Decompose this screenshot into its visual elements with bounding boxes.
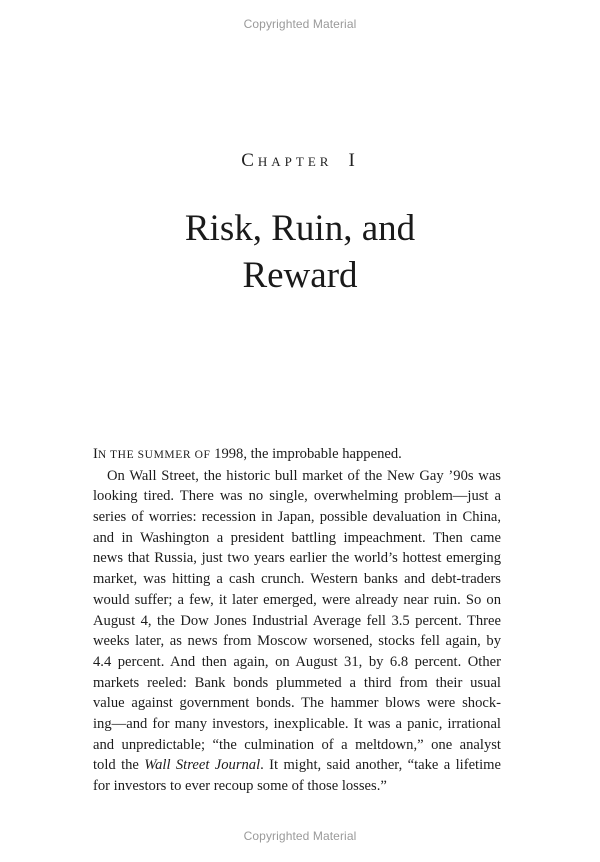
- opening-rest: 1998, the improbable happened.: [210, 446, 402, 462]
- chapter-number: I: [348, 150, 359, 171]
- opening-line: [93, 444, 501, 466]
- chapter-title-line-2: Reward: [242, 255, 358, 296]
- body-line: looking tired. There was no single, overwhelming problem—just a: [93, 488, 501, 505]
- body-line: markets reeled: Bank bonds plummeted a third from their usual: [93, 674, 501, 691]
- wsj-prefix: told the: [93, 757, 145, 774]
- wsj-title: Wall Street Journal: [144, 757, 261, 774]
- body-line: series of worries: recession in Japan, possible devaluation in China,: [93, 509, 501, 526]
- chapter-label-word: HAPTER: [257, 154, 333, 169]
- chapter-body-text: [93, 444, 501, 797]
- body-line: August 4, the Dow Jones Industrial Average fell 3.5 percent. Three: [93, 612, 501, 629]
- chapter-label: [0, 150, 600, 172]
- body-line: ing—and for many investors, inexplicable. It was a panic, irrational: [93, 715, 501, 732]
- body-line: and unpredictable; “the culmination of a meltdown,” one analyst: [93, 736, 501, 753]
- body-line: market, was hitting a cash crunch. Western banks and debt-traders: [93, 571, 501, 588]
- chapter-title: [0, 205, 600, 299]
- body-line-wsj: [93, 755, 501, 776]
- body-line: news that Russia, just two years earlier the world’s hottest emerging: [93, 550, 501, 567]
- body-line: and in Washington a president battling impeachment. Then came: [93, 529, 501, 546]
- copyright-watermark-bottom: Copyrighted Material: [243, 829, 357, 843]
- opening-smallcaps: N THE SUMMER OF: [97, 449, 211, 461]
- body-line: would suffer; a few, it later emerged, were already near ruin. So on: [93, 591, 501, 608]
- body-line: value against government bonds. The hammer blows were shock-: [93, 695, 501, 712]
- opening-initial: I: [93, 446, 98, 462]
- wsj-suffix: . It might, said another, “take a lifetime: [260, 757, 501, 774]
- copyright-watermark-top: Copyrighted Material: [243, 17, 357, 31]
- chapter-title-line-1: Risk, Ruin, and: [184, 208, 416, 249]
- body-line: 4.4 percent. And then again, on August 31, by 6.8 percent. Other: [93, 653, 501, 670]
- body-line: On Wall Street, the historic bull market of the New Gay ’90s was: [107, 467, 501, 484]
- body-line-last: for investors to ever recoup some of those losses.”: [93, 778, 387, 795]
- body-line: weeks later, as news from Moscow worsened, stocks fell again, by: [93, 633, 501, 650]
- chapter-label-initial: C: [241, 150, 258, 171]
